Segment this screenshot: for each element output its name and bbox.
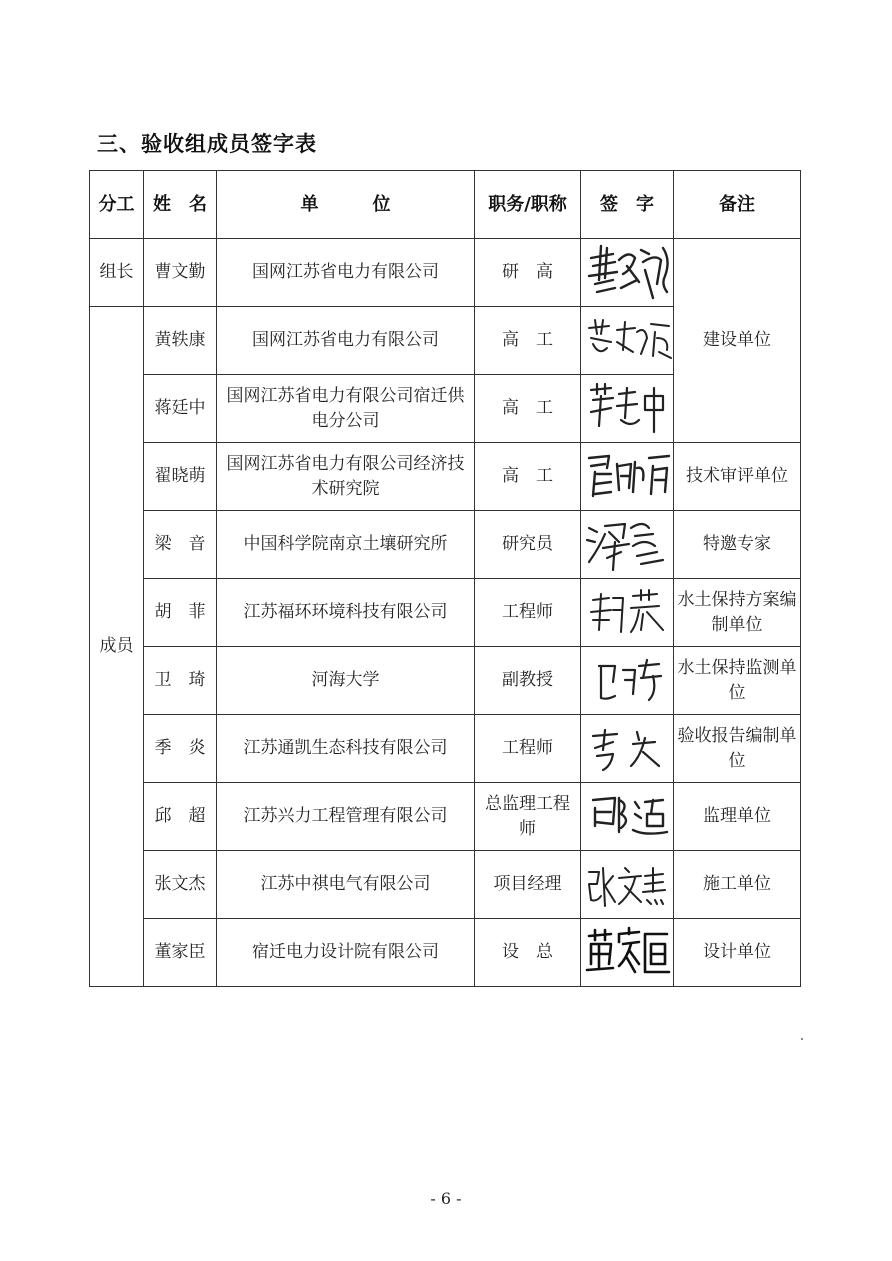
signature-table (89, 170, 801, 987)
member-name: 胡 菲 (144, 579, 217, 647)
handwritten-signature (583, 308, 674, 374)
handwritten-signature (583, 376, 674, 442)
member-unit: 江苏中祺电气有限公司 (217, 851, 475, 919)
handwritten-signature (583, 784, 674, 850)
member-title: 项目经理 (475, 851, 581, 919)
signature-cell (581, 511, 674, 579)
member-unit: 河海大学 (217, 647, 475, 715)
signature-cell (581, 647, 674, 715)
member-name: 梁 音 (144, 511, 217, 579)
header-remark: 备注 (674, 171, 801, 239)
member-name: 卫 琦 (144, 647, 217, 715)
member-name: 翟晓萌 (144, 443, 217, 511)
member-remark: 技术审评单位 (674, 443, 801, 511)
member-remark: 监理单位 (674, 783, 801, 851)
table-row (90, 783, 801, 851)
page-heading: 三、验收组成员签字表 (97, 132, 317, 156)
member-unit: 国网江苏省电力有限公司宿迁供电分公司 (217, 375, 475, 443)
member-remark: 特邀专家 (674, 511, 801, 579)
member-unit: 国网江苏省电力有限公司 (217, 239, 475, 307)
member-remark: 水土保持监测单位 (674, 647, 801, 715)
table-row (90, 851, 801, 919)
handwritten-signature (583, 852, 674, 918)
member-title: 高 工 (475, 443, 581, 511)
member-unit: 国网江苏省电力有限公司经济技术研究院 (217, 443, 475, 511)
member-title: 高 工 (475, 375, 581, 443)
scan-speck (801, 1038, 803, 1040)
member-unit: 宿迁电力设计院有限公司 (217, 919, 475, 987)
member-title: 总监理工程师 (475, 783, 581, 851)
header-name: 姓 名 (144, 171, 217, 239)
header-role: 分工 (90, 171, 144, 239)
member-name: 蒋廷中 (144, 375, 217, 443)
signature-cell (581, 375, 674, 443)
role-member: 成员 (90, 307, 144, 987)
table-row (90, 443, 801, 511)
member-unit: 国网江苏省电力有限公司 (217, 307, 475, 375)
member-name: 董家臣 (144, 919, 217, 987)
member-remark: 设计单位 (674, 919, 801, 987)
member-remark: 验收报告编制单位 (674, 715, 801, 783)
member-name: 黄轶康 (144, 307, 217, 375)
handwritten-signature (583, 580, 674, 646)
signature-cell (581, 715, 674, 783)
member-unit: 江苏福环环境科技有限公司 (217, 579, 475, 647)
member-title: 研 高 (475, 239, 581, 307)
remark-construction-unit: 建设单位 (674, 239, 801, 443)
handwritten-signature (583, 920, 674, 986)
table-row (90, 579, 801, 647)
signature-cell (581, 239, 674, 307)
member-name: 张文杰 (144, 851, 217, 919)
table-row (90, 647, 801, 715)
role-leader: 组长 (90, 239, 144, 307)
handwritten-signature (583, 648, 674, 714)
header-signature: 签 字 (581, 171, 674, 239)
header-unit: 单 位 (217, 171, 475, 239)
member-title: 工程师 (475, 715, 581, 783)
member-unit: 江苏兴力工程管理有限公司 (217, 783, 475, 851)
member-remark: 水土保持方案编制单位 (674, 579, 801, 647)
page-number: - 6 - (430, 1189, 462, 1208)
signature-cell (581, 443, 674, 511)
member-unit: 中国科学院南京土壤研究所 (217, 511, 475, 579)
member-remark: 施工单位 (674, 851, 801, 919)
table-row (90, 511, 801, 579)
member-title: 副教授 (475, 647, 581, 715)
handwritten-signature (583, 716, 674, 782)
signature-cell (581, 919, 674, 987)
signature-cell (581, 851, 674, 919)
member-name: 曹文勤 (144, 239, 217, 307)
member-title: 设 总 (475, 919, 581, 987)
handwritten-signature (583, 240, 674, 306)
signature-cell (581, 307, 674, 375)
table-row (90, 919, 801, 987)
member-unit: 江苏通凯生态科技有限公司 (217, 715, 475, 783)
handwritten-signature (583, 512, 674, 578)
signature-cell (581, 579, 674, 647)
member-name: 邱 超 (144, 783, 217, 851)
table-row (90, 715, 801, 783)
handwritten-signature (583, 444, 674, 510)
table-header-row (90, 171, 801, 239)
signature-cell (581, 783, 674, 851)
member-title: 研究员 (475, 511, 581, 579)
member-title: 高 工 (475, 307, 581, 375)
member-title: 工程师 (475, 579, 581, 647)
member-name: 季 炎 (144, 715, 217, 783)
header-title: 职务/职称 (475, 171, 581, 239)
table-row (90, 239, 801, 307)
